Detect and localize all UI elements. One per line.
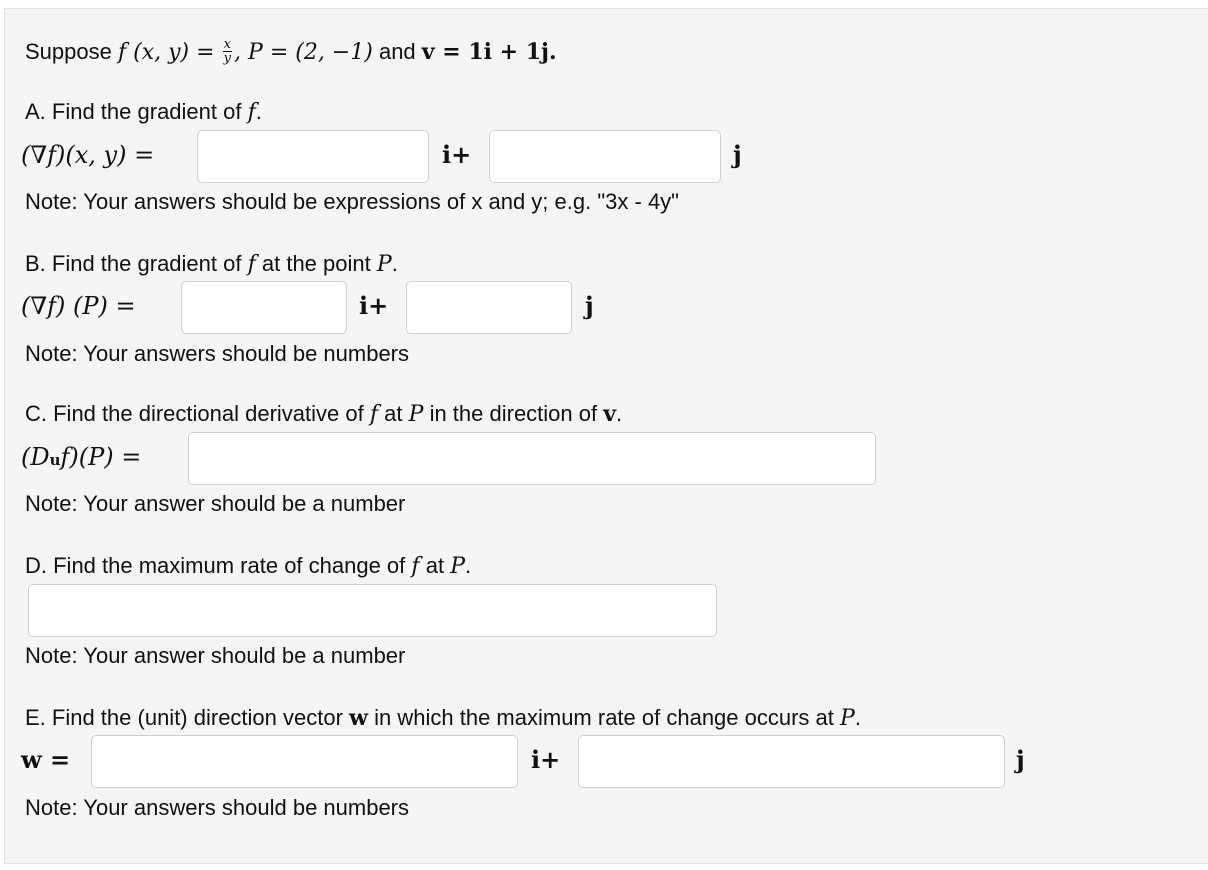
part-b-j-unit: j: [585, 291, 594, 320]
part-c-text-b: at: [384, 401, 403, 426]
part-a-i-unit: i+: [442, 140, 472, 169]
part-c-text-a: C. Find the directional derivative of: [25, 401, 364, 426]
part-c-input[interactable]: [188, 432, 876, 485]
part-b-i-input[interactable]: [181, 281, 347, 334]
part-b-text-a: B. Find the gradient of: [25, 251, 242, 276]
part-a-text: A. Find the gradient of: [25, 99, 242, 124]
part-e-j-unit: j: [1016, 745, 1025, 774]
period: .: [465, 553, 472, 578]
fraction: [223, 38, 232, 65]
fraction-numerator: x: [223, 36, 232, 52]
part-e-i-unit: i+: [531, 745, 561, 774]
part-c-text-c: in the direction of: [429, 401, 598, 426]
lhs-open: (D: [21, 443, 50, 471]
part-e-text-a: E. Find the (unit) direction vector: [25, 705, 343, 730]
part-e-text-b: in which the maximum rate of change occurs at: [374, 705, 834, 730]
part-c-lhs: [21, 442, 141, 475]
intro-prefix: Suppose: [25, 39, 112, 64]
function-definition: f (x, y) =: [117, 40, 215, 65]
part-a-i-input[interactable]: [197, 130, 429, 183]
part-a-j-input[interactable]: [489, 130, 721, 183]
part-c-note: Note: Your answer should be a number: [25, 491, 406, 516]
w-symbol: w: [349, 705, 368, 731]
part-b-note: Note: Your answers should be numbers: [25, 341, 410, 366]
lhs-close: f)(P) =: [60, 443, 142, 471]
part-b-i-unit: i+: [359, 291, 389, 320]
f-symbol: f: [247, 100, 256, 125]
f-symbol: f: [411, 554, 420, 579]
fraction-denominator: y: [223, 50, 232, 66]
f-symbol: f: [369, 402, 379, 427]
part-e-prompt: [25, 703, 861, 734]
problem-panel: [4, 8, 1208, 864]
part-d-note: Note: Your answer should be a number: [25, 643, 406, 668]
part-c-prompt: [25, 399, 622, 430]
problem-statement: [25, 37, 557, 68]
intro-and: and: [378, 39, 416, 64]
part-d-text-a: D. Find the maximum rate of change of: [25, 553, 406, 578]
f-symbol: f: [247, 252, 256, 277]
part-b-lhs: (∇f) (P) =: [21, 292, 136, 320]
part-a-prompt: [25, 97, 262, 128]
lhs-text: w =: [21, 745, 71, 774]
part-d-input[interactable]: [28, 584, 717, 637]
part-a-j-unit: j: [733, 140, 742, 169]
p-symbol: P: [450, 554, 465, 579]
part-a-lhs: (∇f)(x, y) =: [21, 141, 155, 169]
point-definition: , P = (2, −1): [234, 40, 373, 65]
part-d-prompt: [25, 551, 471, 582]
period: .: [255, 99, 262, 124]
period: .: [391, 251, 398, 276]
part-e-i-input[interactable]: [91, 735, 518, 788]
lhs-subscript: u: [49, 451, 61, 469]
v-symbol: v: [603, 401, 617, 427]
part-e-lhs: [21, 745, 70, 776]
part-b-text-b: at the point: [261, 251, 371, 276]
part-e-note: Note: Your answers should be numbers: [25, 795, 410, 820]
part-e-j-input[interactable]: [578, 735, 1005, 788]
part-b-prompt: [25, 249, 398, 280]
part-b-j-input[interactable]: [406, 281, 572, 334]
p-symbol: P: [840, 706, 855, 731]
p-symbol: P: [408, 402, 424, 427]
period: .: [854, 705, 861, 730]
vector-definition: v = 1i + 1j.: [421, 39, 557, 65]
period: .: [616, 401, 623, 426]
p-symbol: P: [376, 252, 392, 277]
part-a-note: Note: Your answers should be expressions of x and y; e.g. "3x - 4y": [25, 189, 679, 214]
part-d-text-b: at: [425, 553, 445, 578]
